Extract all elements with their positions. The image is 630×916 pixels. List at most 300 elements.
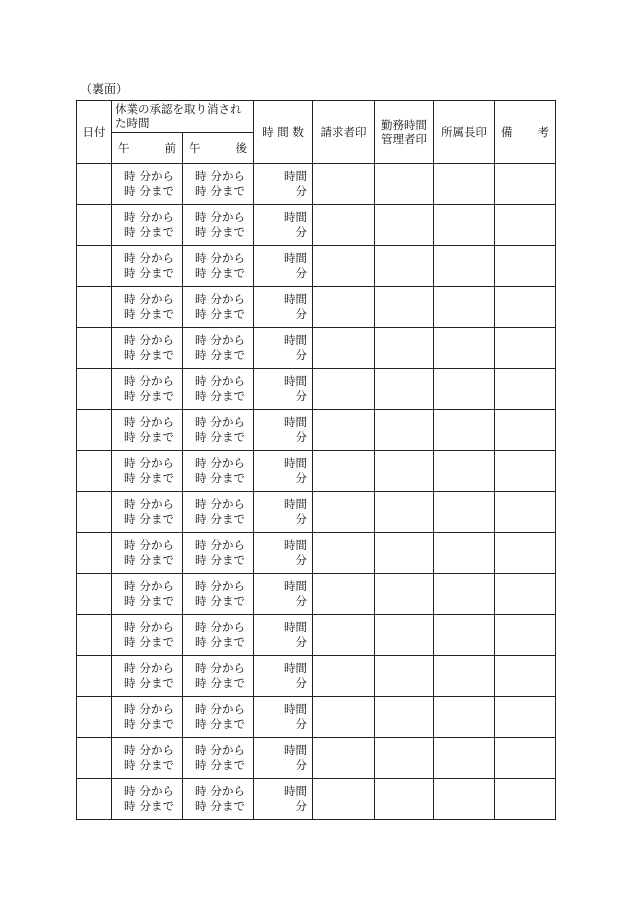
remarks-cell[interactable] [495, 287, 556, 328]
am-time-cell[interactable] [112, 697, 183, 738]
until-label: 分まで [210, 717, 245, 731]
remarks-cell[interactable] [495, 533, 556, 574]
hour-label: 時 [195, 225, 207, 239]
hours-count-cell[interactable] [254, 779, 313, 820]
manager-seal-cell[interactable] [375, 205, 434, 246]
hour-label: 時 [124, 799, 136, 813]
until-label: 分まで [210, 758, 245, 772]
hour-label: 時 [195, 210, 207, 224]
hours-unit-label: 時間 [284, 333, 307, 347]
minutes-unit-label: 分 [295, 799, 307, 813]
pm-time-cell[interactable] [183, 656, 254, 697]
until-label: 分まで [139, 553, 174, 567]
hours-unit-label: 時間 [284, 251, 307, 265]
hour-label: 時 [195, 717, 207, 731]
until-label: 分まで [139, 676, 174, 690]
pm-header [183, 133, 254, 164]
hour-label: 時 [124, 266, 136, 280]
hour-label: 時 [124, 635, 136, 649]
from-label: 分から [139, 743, 174, 757]
until-label: 分まで [210, 307, 245, 321]
date-cell[interactable] [77, 492, 112, 533]
hour-label: 時 [195, 743, 207, 757]
manager-seal-cell[interactable] [375, 779, 434, 820]
remarks-cell[interactable] [495, 246, 556, 287]
hours-count-cell[interactable] [254, 410, 313, 451]
hour-label: 時 [195, 758, 207, 772]
hour-label: 時 [124, 512, 136, 526]
hours-count-cell[interactable] [254, 574, 313, 615]
until-label: 分まで [210, 266, 245, 280]
manager-seal-cell[interactable] [375, 164, 434, 205]
hours-unit-label: 時間 [284, 579, 307, 593]
hour-label: 時 [124, 225, 136, 239]
pm-header-left: 午 [189, 141, 201, 155]
remarks-cell[interactable] [495, 738, 556, 779]
hours-count-cell[interactable] [254, 697, 313, 738]
hour-label: 時 [124, 676, 136, 690]
hours-count-cell[interactable] [254, 205, 313, 246]
until-label: 分まで [139, 184, 174, 198]
remarks-header [495, 101, 556, 164]
hour-label: 時 [124, 497, 136, 511]
remarks-cell[interactable] [495, 410, 556, 451]
pm-time-cell[interactable] [183, 697, 254, 738]
manager-seal-cell[interactable] [375, 492, 434, 533]
table-row [77, 287, 556, 328]
until-label: 分まで [210, 471, 245, 485]
manager-seal-cell[interactable] [375, 328, 434, 369]
remarks-cell[interactable] [495, 656, 556, 697]
requester-seal-cell[interactable] [313, 205, 375, 246]
date-cell[interactable] [77, 533, 112, 574]
hours-unit-label: 時間 [284, 702, 307, 716]
requester-seal-cell[interactable] [313, 492, 375, 533]
office-head-seal-cell[interactable] [434, 697, 495, 738]
table-row [77, 492, 556, 533]
requester-seal-header: 請求者印 [313, 101, 375, 164]
hour-label: 時 [195, 661, 207, 675]
hour-label: 時 [124, 307, 136, 321]
office-head-seal-cell[interactable] [434, 615, 495, 656]
from-label: 分から [210, 784, 245, 798]
manager-seal-cell[interactable] [375, 656, 434, 697]
hour-label: 時 [124, 430, 136, 444]
date-cell[interactable] [77, 615, 112, 656]
until-label: 分まで [139, 635, 174, 649]
hour-label: 時 [124, 292, 136, 306]
am-time-cell[interactable] [112, 779, 183, 820]
manager-seal-cell[interactable] [375, 697, 434, 738]
date-cell[interactable] [77, 287, 112, 328]
am-time-cell[interactable] [112, 738, 183, 779]
am-time-cell[interactable] [112, 205, 183, 246]
until-label: 分まで [210, 430, 245, 444]
pm-time-cell[interactable] [183, 574, 254, 615]
table-row [77, 410, 556, 451]
hour-label: 時 [195, 784, 207, 798]
hours-unit-label: 時間 [284, 169, 307, 183]
from-label: 分から [210, 374, 245, 388]
requester-seal-cell[interactable] [313, 246, 375, 287]
remarks-cell[interactable] [495, 369, 556, 410]
from-label: 分から [210, 579, 245, 593]
pm-time-cell[interactable] [183, 328, 254, 369]
hour-label: 時 [124, 538, 136, 552]
date-cell[interactable] [77, 451, 112, 492]
table-row [77, 205, 556, 246]
date-cell[interactable] [77, 164, 112, 205]
hour-label: 時 [124, 471, 136, 485]
requester-seal-cell[interactable] [313, 656, 375, 697]
pm-time-cell[interactable] [183, 779, 254, 820]
am-time-cell[interactable] [112, 656, 183, 697]
minutes-unit-label: 分 [295, 676, 307, 690]
hour-label: 時 [124, 717, 136, 731]
office-head-seal-cell[interactable] [434, 533, 495, 574]
minutes-unit-label: 分 [295, 348, 307, 362]
header-row-top [77, 101, 556, 133]
hours-count-cell[interactable] [254, 328, 313, 369]
leave-cancellation-table [76, 100, 556, 820]
from-label: 分から [139, 456, 174, 470]
pm-time-cell[interactable] [183, 451, 254, 492]
office-head-seal-cell[interactable] [434, 246, 495, 287]
manager-seal-cell[interactable] [375, 574, 434, 615]
table-row [77, 533, 556, 574]
hour-label: 時 [195, 415, 207, 429]
minutes-unit-label: 分 [295, 594, 307, 608]
table-row [77, 246, 556, 287]
from-label: 分から [210, 538, 245, 552]
office-head-seal-cell[interactable] [434, 205, 495, 246]
office-head-seal-cell[interactable] [434, 451, 495, 492]
date-cell[interactable] [77, 656, 112, 697]
date-cell[interactable] [77, 410, 112, 451]
hours-count-cell[interactable] [254, 533, 313, 574]
date-cell[interactable] [77, 246, 112, 287]
from-label: 分から [139, 292, 174, 306]
from-label: 分から [210, 497, 245, 511]
office-head-seal-cell[interactable] [434, 328, 495, 369]
pm-time-cell[interactable] [183, 410, 254, 451]
table-row [77, 369, 556, 410]
minutes-unit-label: 分 [295, 307, 307, 321]
am-time-cell[interactable] [112, 164, 183, 205]
office-head-seal-cell[interactable] [434, 738, 495, 779]
date-cell[interactable] [77, 697, 112, 738]
hours-header: 時 間 数 [254, 101, 313, 164]
requester-seal-cell[interactable] [313, 615, 375, 656]
until-label: 分まで [139, 307, 174, 321]
am-time-cell[interactable] [112, 369, 183, 410]
until-label: 分まで [139, 717, 174, 731]
requester-seal-cell[interactable] [313, 533, 375, 574]
date-cell[interactable] [77, 574, 112, 615]
hours-count-cell[interactable] [254, 615, 313, 656]
hour-label: 時 [124, 389, 136, 403]
requester-seal-cell[interactable] [313, 697, 375, 738]
hours-count-cell[interactable] [254, 164, 313, 205]
remarks-cell[interactable] [495, 451, 556, 492]
hour-label: 時 [195, 266, 207, 280]
date-cell[interactable] [77, 779, 112, 820]
until-label: 分まで [210, 512, 245, 526]
until-label: 分まで [139, 512, 174, 526]
requester-seal-cell[interactable] [313, 574, 375, 615]
hours-count-cell[interactable] [254, 738, 313, 779]
minutes-unit-label: 分 [295, 471, 307, 485]
table-row [77, 779, 556, 820]
manager-seal-cell[interactable] [375, 451, 434, 492]
hours-unit-label: 時間 [284, 661, 307, 675]
hour-label: 時 [195, 799, 207, 813]
hour-label: 時 [124, 348, 136, 362]
remarks-cell[interactable] [495, 779, 556, 820]
am-time-cell[interactable] [112, 574, 183, 615]
pm-time-cell[interactable] [183, 738, 254, 779]
hours-unit-label: 時間 [284, 784, 307, 798]
am-time-cell[interactable] [112, 615, 183, 656]
from-label: 分から [139, 210, 174, 224]
from-label: 分から [139, 661, 174, 675]
until-label: 分まで [139, 594, 174, 608]
manager-header-line1: 勤務時間 [381, 118, 427, 132]
table-row [77, 574, 556, 615]
minutes-unit-label: 分 [295, 266, 307, 280]
from-label: 分から [139, 415, 174, 429]
office-head-seal-cell[interactable] [434, 410, 495, 451]
hour-label: 時 [124, 620, 136, 634]
remarks-cell[interactable] [495, 328, 556, 369]
pm-time-cell[interactable] [183, 287, 254, 328]
requester-seal-cell[interactable] [313, 779, 375, 820]
manager-seal-cell[interactable] [375, 738, 434, 779]
hour-label: 時 [195, 635, 207, 649]
requester-seal-cell[interactable] [313, 738, 375, 779]
manager-seal-cell[interactable] [375, 287, 434, 328]
hour-label: 時 [124, 415, 136, 429]
until-label: 分まで [210, 676, 245, 690]
am-time-cell[interactable] [112, 533, 183, 574]
table-row [77, 738, 556, 779]
until-label: 分まで [210, 594, 245, 608]
office-head-seal-cell[interactable] [434, 656, 495, 697]
am-time-cell[interactable] [112, 410, 183, 451]
office-head-seal-cell[interactable] [434, 287, 495, 328]
hours-unit-label: 時間 [284, 497, 307, 511]
from-label: 分から [210, 456, 245, 470]
hour-label: 時 [195, 497, 207, 511]
manager-seal-cell[interactable] [375, 246, 434, 287]
am-time-cell[interactable] [112, 287, 183, 328]
hours-unit-label: 時間 [284, 538, 307, 552]
hour-label: 時 [124, 784, 136, 798]
date-cell[interactable] [77, 328, 112, 369]
hour-label: 時 [195, 430, 207, 444]
from-label: 分から [139, 620, 174, 634]
table-row [77, 615, 556, 656]
until-label: 分まで [139, 266, 174, 280]
minutes-unit-label: 分 [295, 553, 307, 567]
until-label: 分まで [210, 184, 245, 198]
am-time-cell[interactable] [112, 246, 183, 287]
pm-time-cell[interactable] [183, 369, 254, 410]
pm-time-cell[interactable] [183, 533, 254, 574]
office-head-seal-cell[interactable] [434, 369, 495, 410]
pm-time-cell[interactable] [183, 164, 254, 205]
date-cell[interactable] [77, 205, 112, 246]
am-time-cell[interactable] [112, 492, 183, 533]
until-label: 分まで [139, 430, 174, 444]
hour-label: 時 [124, 374, 136, 388]
remarks-cell[interactable] [495, 697, 556, 738]
from-label: 分から [210, 702, 245, 716]
minutes-unit-label: 分 [295, 512, 307, 526]
am-time-cell[interactable] [112, 451, 183, 492]
office-head-seal-cell[interactable] [434, 492, 495, 533]
hour-label: 時 [195, 471, 207, 485]
office-head-seal-cell[interactable] [434, 164, 495, 205]
hour-label: 時 [195, 594, 207, 608]
requester-seal-cell[interactable] [313, 287, 375, 328]
table-row [77, 697, 556, 738]
remarks-cell[interactable] [495, 574, 556, 615]
pm-time-cell[interactable] [183, 615, 254, 656]
hour-label: 時 [124, 210, 136, 224]
minutes-unit-label: 分 [295, 430, 307, 444]
until-label: 分まで [210, 225, 245, 239]
am-time-cell[interactable] [112, 328, 183, 369]
table-body [77, 164, 556, 820]
hour-label: 時 [124, 251, 136, 265]
office-head-seal-header: 所属長印 [434, 101, 495, 164]
until-label: 分まで [210, 799, 245, 813]
from-label: 分から [210, 210, 245, 224]
from-label: 分から [139, 538, 174, 552]
remarks-cell[interactable] [495, 615, 556, 656]
hour-label: 時 [124, 333, 136, 347]
from-label: 分から [210, 743, 245, 757]
hours-count-cell[interactable] [254, 492, 313, 533]
from-label: 分から [139, 497, 174, 511]
from-label: 分から [210, 292, 245, 306]
hour-label: 時 [124, 579, 136, 593]
hour-label: 時 [195, 512, 207, 526]
manager-seal-cell[interactable] [375, 615, 434, 656]
requester-seal-cell[interactable] [313, 369, 375, 410]
pm-time-cell[interactable] [183, 492, 254, 533]
table-row [77, 451, 556, 492]
from-label: 分から [210, 251, 245, 265]
requester-seal-cell[interactable] [313, 451, 375, 492]
hour-label: 時 [195, 307, 207, 321]
hour-label: 時 [195, 456, 207, 470]
pm-time-cell[interactable] [183, 246, 254, 287]
table-row [77, 656, 556, 697]
requester-seal-cell[interactable] [313, 410, 375, 451]
from-label: 分から [139, 251, 174, 265]
remarks-cell[interactable] [495, 164, 556, 205]
from-label: 分から [210, 661, 245, 675]
manager-seal-cell[interactable] [375, 410, 434, 451]
hours-count-cell[interactable] [254, 287, 313, 328]
minutes-unit-label: 分 [295, 225, 307, 239]
office-head-seal-cell[interactable] [434, 574, 495, 615]
hours-unit-label: 時間 [284, 620, 307, 634]
hour-label: 時 [124, 456, 136, 470]
hour-label: 時 [195, 553, 207, 567]
hour-label: 時 [195, 251, 207, 265]
pm-header-right: 後 [235, 141, 247, 155]
until-label: 分まで [210, 635, 245, 649]
hours-count-cell[interactable] [254, 656, 313, 697]
hour-label: 時 [195, 348, 207, 362]
requester-seal-cell[interactable] [313, 328, 375, 369]
until-label: 分まで [139, 225, 174, 239]
hour-label: 時 [195, 702, 207, 716]
cancelled-time-header: 休業の承認を取り消された時間 [112, 101, 254, 133]
table-row [77, 164, 556, 205]
hour-label: 時 [195, 676, 207, 690]
remarks-cell[interactable] [495, 205, 556, 246]
hour-label: 時 [195, 620, 207, 634]
hour-label: 時 [124, 184, 136, 198]
hours-count-cell[interactable] [254, 369, 313, 410]
from-label: 分から [139, 579, 174, 593]
from-label: 分から [139, 784, 174, 798]
hours-unit-label: 時間 [284, 456, 307, 470]
hour-label: 時 [195, 579, 207, 593]
hour-label: 時 [124, 743, 136, 757]
remarks-header-left: 備 [501, 125, 513, 139]
requester-seal-cell[interactable] [313, 164, 375, 205]
table-row [77, 328, 556, 369]
hours-count-cell[interactable] [254, 451, 313, 492]
work-time-manager-seal-header [375, 101, 434, 164]
hour-label: 時 [195, 389, 207, 403]
office-head-seal-cell[interactable] [434, 779, 495, 820]
minutes-unit-label: 分 [295, 717, 307, 731]
hour-label: 時 [195, 292, 207, 306]
hour-label: 時 [124, 758, 136, 772]
hour-label: 時 [124, 169, 136, 183]
from-label: 分から [139, 333, 174, 347]
minutes-unit-label: 分 [295, 758, 307, 772]
hour-label: 時 [124, 594, 136, 608]
hours-unit-label: 時間 [284, 210, 307, 224]
until-label: 分まで [210, 553, 245, 567]
date-cell[interactable] [77, 738, 112, 779]
minutes-unit-label: 分 [295, 389, 307, 403]
minutes-unit-label: 分 [295, 635, 307, 649]
manager-seal-cell[interactable] [375, 369, 434, 410]
manager-seal-cell[interactable] [375, 533, 434, 574]
from-label: 分から [210, 620, 245, 634]
until-label: 分まで [139, 471, 174, 485]
hours-count-cell[interactable] [254, 246, 313, 287]
pm-time-cell[interactable] [183, 205, 254, 246]
from-label: 分から [210, 169, 245, 183]
hour-label: 時 [195, 184, 207, 198]
minutes-unit-label: 分 [295, 184, 307, 198]
until-label: 分まで [210, 348, 245, 362]
date-cell[interactable] [77, 369, 112, 410]
remarks-cell[interactable] [495, 492, 556, 533]
until-label: 分まで [139, 389, 174, 403]
hours-unit-label: 時間 [284, 292, 307, 306]
hour-label: 時 [124, 702, 136, 716]
